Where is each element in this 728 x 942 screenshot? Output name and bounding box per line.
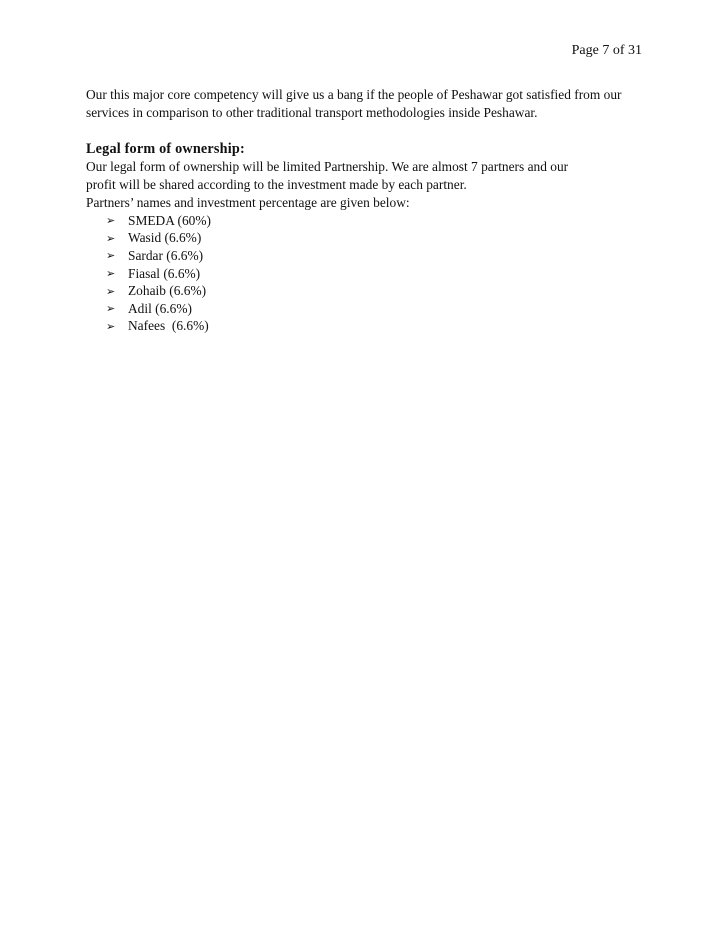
partner-label: Adil (6.6%) — [128, 300, 192, 316]
partner-label: SMEDA (60%) — [128, 212, 211, 228]
ownership-line-3: Partners’ names and investment percentage are given below: — [86, 195, 410, 210]
arrowhead-bullet-icon: ➢ — [106, 302, 116, 316]
spacer — [86, 122, 646, 140]
list-item — [106, 212, 646, 230]
ownership-line-1: Our legal form of ownership will be limited Partnership. We are almost 7 partners and our — [86, 159, 569, 174]
ownership-line-2: profit will be shared according to the investment made by each partner. — [86, 177, 467, 192]
list-item — [106, 282, 646, 300]
list-item — [106, 318, 646, 336]
list-item — [106, 247, 646, 265]
partner-label: Wasid (6.6%) — [128, 230, 202, 246]
partner-label: Zohaib (6.6%) — [128, 283, 207, 299]
arrowhead-bullet-icon: ➢ — [106, 319, 116, 333]
page-number: Page 7 of 31 — [571, 43, 642, 58]
partner-label: Fiasal (6.6%) — [128, 265, 201, 281]
document-body — [86, 86, 646, 335]
arrowhead-bullet-icon: ➢ — [106, 249, 116, 263]
arrowhead-bullet-icon: ➢ — [106, 214, 116, 228]
partners-list — [86, 212, 646, 335]
arrowhead-bullet-icon: ➢ — [106, 284, 116, 298]
list-item — [106, 230, 646, 248]
arrowhead-bullet-icon: ➢ — [106, 267, 116, 281]
intro-paragraph: Our this major core competency will give us a bang if the people of Peshawar got satisfied from our services in comparison to other traditional transport methodologies inside Peshawar. — [86, 87, 622, 120]
list-item — [106, 265, 646, 283]
arrowhead-bullet-icon: ➢ — [106, 231, 116, 245]
partner-label: Nafees (6.6%) — [128, 318, 209, 334]
list-item — [106, 300, 646, 318]
section-heading: Legal form of ownership: — [86, 141, 245, 157]
partner-label: Sardar (6.6%) — [128, 247, 204, 263]
